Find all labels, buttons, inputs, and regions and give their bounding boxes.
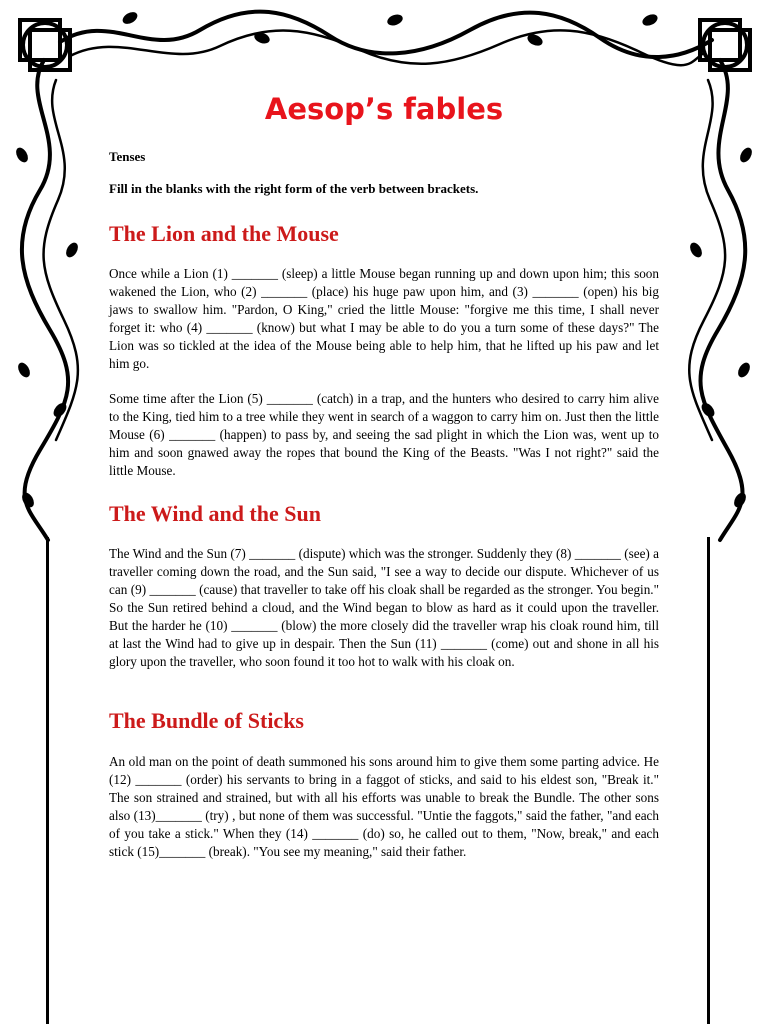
instruction-text: Fill in the blanks with the right form of the verb between brackets.: [109, 181, 479, 196]
story-paragraph: The Wind and the Sun (7) _______ (dispute) which was the stronger. Suddenly they (8) _______ (see) a traveller coming down the road, and the Sun said, "I see a way to decide our dispute. Whichever of us can (9) _______ (cause) that traveller to take off his cloak shall be regarded as the stronger. You begin." So the Sun retired behind a cloud, and the Wind began to blow as hard as it could upon the traveller. But the harder he (10) _______ (blow) the more closely did the traveller wrap his cloak round him, till at last the Wind had to give up in despair. Then the Sun (11) _______ (come) out and shone in all his glory upon the traveller, who soon found it too hot to walk with his cloak on.: [109, 546, 659, 669]
left-border-line: [46, 537, 49, 1024]
story-heading-bundle-sticks: The Bundle of Sticks: [109, 708, 304, 733]
right-border-line: [707, 537, 710, 1024]
story-paragraph: Some time after the Lion (5) _______ (catch) in a trap, and the hunters who desired to carry him alive to the King, tied him to a tree while they went in search of a waggon to carry him on. Just then the little Mouse (6) _______ (happen) to pass by, and seeing the sad plight in which the Lion was, went up to him and soon gnawed away the ropes that bound the King of the Beasts. "Was I not right?" said the little Mouse.: [109, 391, 659, 478]
story-heading-lion-mouse: The Lion and the Mouse: [109, 221, 339, 246]
story-paragraph: An old man on the point of death summoned his sons around him to give them some parting advice. He (12) _______ (order) his servants to bring in a faggot of sticks, and said to his eldest son, "Break it." The son strained and strained, but with all his efforts was unable to break the Bundle. The other sons also (13)_______ (try) , but none of them was successful. "Untie the faggots," said the father, "and each of you take a stick." When they (14) _______ (do) so, he called out to them, "Now, break," and each stick (15)_______ (break). "You see my meaning," said their father.: [109, 754, 659, 859]
story-heading-wind-sun: The Wind and the Sun: [109, 501, 321, 526]
story-paragraph: Once while a Lion (1) _______ (sleep) a little Mouse began running up and down upon him; this soon wakened the Lion, who (2) _______ (place) his huge paw upon him, and (3) _______ (open) his big jaws to swallow him. "Pardon, O King," cried the little Mouse: "forgive me this time, I shall never forget it: who (4) _______ (know) but what I may be able to do you a turn some of these days?" The Lion was so tickled at the idea of the Mouse being able to help him, that he lifted up his paw and let him go.: [109, 266, 659, 371]
tenses-label: Tenses: [109, 149, 146, 164]
page-title: Aesop’s fables: [264, 92, 504, 126]
